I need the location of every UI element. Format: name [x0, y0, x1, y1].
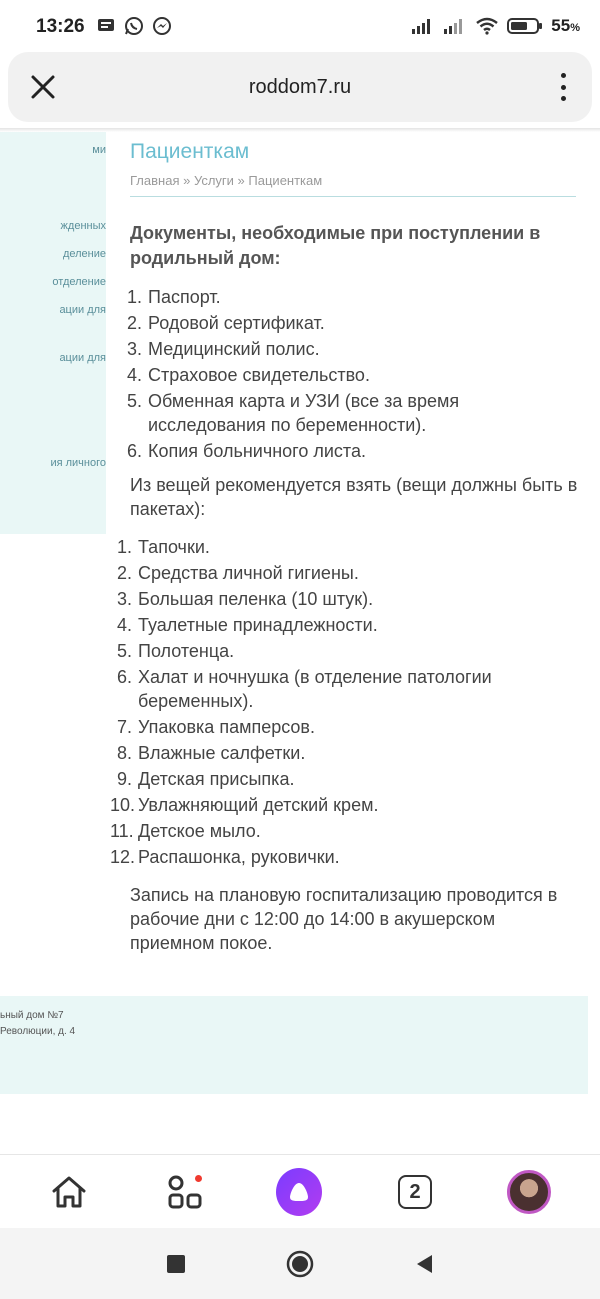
sidebar-item[interactable]: ации для — [59, 352, 106, 364]
list-item: 2. Средства личной гигиены. — [116, 563, 359, 583]
notification-dot — [193, 1173, 204, 1184]
list-item: 1. Паспорт. — [126, 287, 221, 307]
sidebar-item[interactable]: деление — [62, 248, 106, 260]
list-item: 6. Халат и ночнушка (в отделение патологии беременных). — [116, 667, 492, 711]
list-item: 5. Полотенца. — [116, 641, 235, 661]
list-item: 8. Влажные салфетки. — [116, 743, 306, 763]
list-item: 4. Туалетные принадлежности. — [116, 615, 378, 635]
battery-icon — [507, 17, 543, 35]
battery-level: 55 — [551, 16, 571, 35]
breadcrumb-services[interactable]: Услуги — [193, 173, 234, 188]
services-grid-icon[interactable] — [162, 1169, 208, 1215]
list-item: 3. Большая пеленка (10 штук). — [116, 589, 374, 609]
breadcrumb-home[interactable]: Главная — [130, 173, 180, 188]
breadcrumb — [130, 173, 576, 197]
alice-icon — [276, 1168, 322, 1216]
sidebar-item[interactable]: отделение — [52, 276, 106, 288]
list-item: 2. Родовой сертификат. — [126, 313, 325, 333]
battery-unit: % — [570, 22, 580, 34]
main-content — [110, 140, 578, 955]
items-list — [110, 535, 578, 869]
sidebar-item[interactable]: ации для — [59, 304, 106, 316]
list-item: 6. Копия больничного листа. — [126, 441, 366, 461]
signal-icon — [443, 17, 467, 35]
sidebar — [0, 132, 106, 534]
list-item: 9. Детская присыпка. — [116, 769, 295, 789]
footer-line: Революции, д. 4 — [0, 1026, 76, 1037]
list-item: 5. Обменная карта и УЗИ (все за время исследования по беременности). — [126, 391, 460, 435]
breadcrumb-separator: » — [179, 173, 194, 188]
status-time: 13:26 — [36, 16, 85, 37]
tabs-icon: 2 — [398, 1175, 432, 1209]
back-icon[interactable] — [410, 1250, 438, 1278]
sidebar-item[interactable]: жденных — [60, 220, 106, 232]
list-item: 11. Детское мыло. — [110, 821, 261, 841]
closing-note: Запись на плановую госпитализацию проводится в рабочие дни с 12:00 до 14:00 в акушерском приемном покое. — [130, 885, 558, 953]
more-vert-icon[interactable] — [556, 70, 570, 104]
alice-button[interactable] — [276, 1169, 322, 1215]
status-bar — [0, 0, 600, 54]
list-item: 10. Увлажняющий детский крем. — [110, 795, 379, 815]
url-text[interactable]: roddom7.ru — [248, 76, 352, 98]
wifi-icon — [475, 17, 499, 35]
page-title: Пациенткам — [130, 140, 250, 163]
home-icon[interactable] — [46, 1169, 92, 1215]
list-item: 7. Упаковка памперсов. — [116, 717, 315, 737]
profile-button[interactable] — [506, 1169, 552, 1215]
documents-list — [120, 285, 578, 463]
breadcrumb-current: Пациенткам — [248, 173, 323, 188]
signal-icon — [411, 17, 435, 35]
breadcrumb-separator: » — [233, 173, 249, 188]
avatar — [507, 1170, 551, 1214]
documents-heading: Документы, необходимые при поступлении в родильный дом: — [130, 223, 541, 268]
sidebar-item[interactable]: ми — [92, 144, 106, 156]
message-icon — [96, 16, 116, 36]
sidebar-item[interactable]: ия личного — [50, 457, 106, 469]
site-footer — [0, 996, 588, 1094]
browser-bottom-bar — [0, 1154, 600, 1228]
recents-icon[interactable] — [162, 1250, 190, 1278]
whatsapp-icon — [124, 16, 144, 36]
footer-line: ьный дом №7 — [0, 1010, 64, 1021]
messenger-icon — [152, 16, 172, 36]
list-item: 3. Медицинский полис. — [126, 339, 320, 359]
list-item: 4. Страховое свидетельство. — [126, 365, 370, 385]
system-nav-bar — [0, 1228, 600, 1299]
list-item: 12. Распашонка, руковички. — [110, 847, 340, 867]
home-nav-icon[interactable] — [286, 1250, 314, 1278]
items-intro: Из вещей рекомендуется взять (вещи должны быть в пакетах): — [130, 475, 578, 519]
url-bar[interactable] — [8, 52, 592, 122]
list-item: 1. Тапочки. — [116, 537, 210, 557]
tabs-button[interactable] — [392, 1169, 438, 1215]
